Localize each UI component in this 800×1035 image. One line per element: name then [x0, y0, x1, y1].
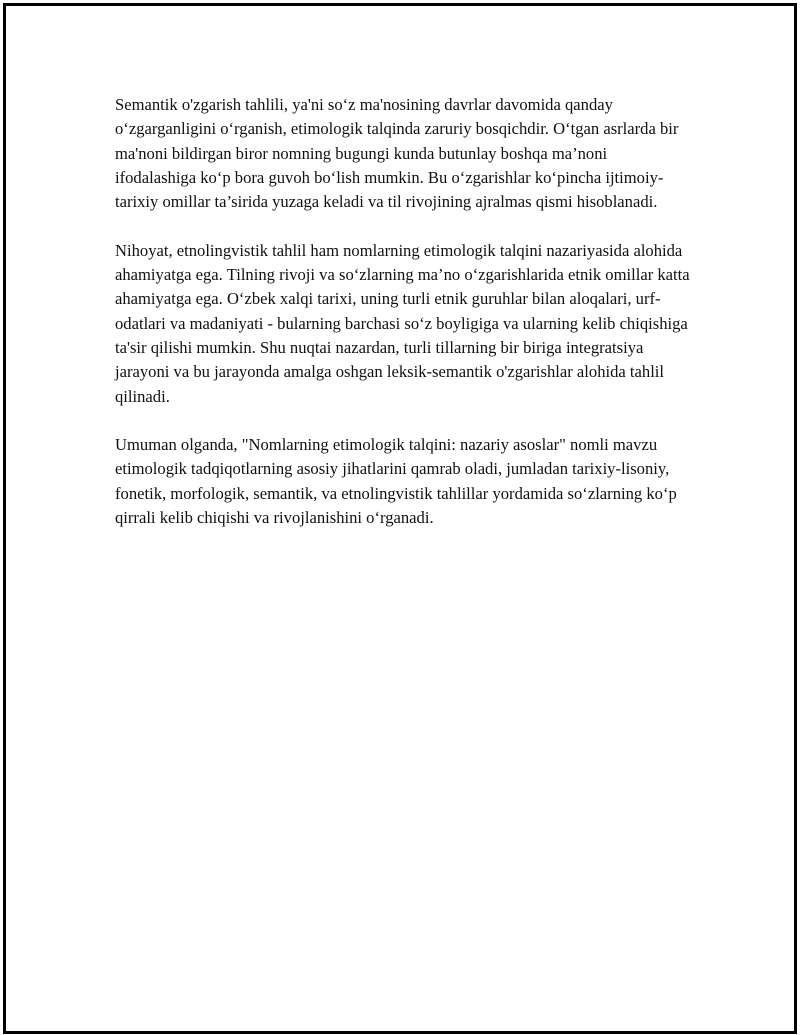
paragraph-conclusion: Umuman olganda, "Nomlarning etimologik talqini: nazariy asoslar" nomli mavzu etimologik tadqiqotlarning asosiy jihatlarini qamrab oladi, jumladan tarixiy-lisoniy, fonetik, morfologik, semantik, va etnolingvistik tahlillar yordamida so‘zlarning ko‘p qirrali kelib chiqishi va rivojlanishini o‘rganadi. — [115, 435, 677, 528]
paragraph-semantic-change: Semantik o'zgarish tahlili, ya'ni so‘z ma'nosining davrlar davomida qanday o‘zgarganligini o‘rganish, etimologik talqinda zaruriy bosqichdir. O‘tgan asrlarda bir ma'noni bildirgan biror nomning bugungi kunda butunlay boshqa ma’noni ifodalashiga ko‘p bora guvoh bo‘lish mumkin. Bu o‘zgarishlar ko‘pincha ijtimoiy-tarixiy omillar ta’sirida yuzaga keladi va til rivojining ajralmas qismi hisoblanadi. — [115, 95, 679, 212]
document-body — [115, 93, 690, 555]
paragraph-ethnolinguistic-analysis: Nihoyat, etnolingvistik tahlil ham nomlarning etimologik talqini nazariyasida alohida ahamiyatga ega. Tilning rivoji va so‘zlarning ma’no o‘zgarishlarida etnik omillar katta ahamiyatga ega. O‘zbek xalqi tarixi, uning turli etnik guruhlar bilan aloqalari, urf-odatlari va madaniyati - bularning barchasi so‘z boyligiga va ularning kelib chiqishiga ta'sir qilishi mumkin. Shu nuqtai nazardan, turli tillarning bir biriga integratsiya jarayoni va bu jarayonda amalga oshgan leksik-semantik o'zgarishlar alohida tahlil qilinadi. — [115, 240, 690, 406]
